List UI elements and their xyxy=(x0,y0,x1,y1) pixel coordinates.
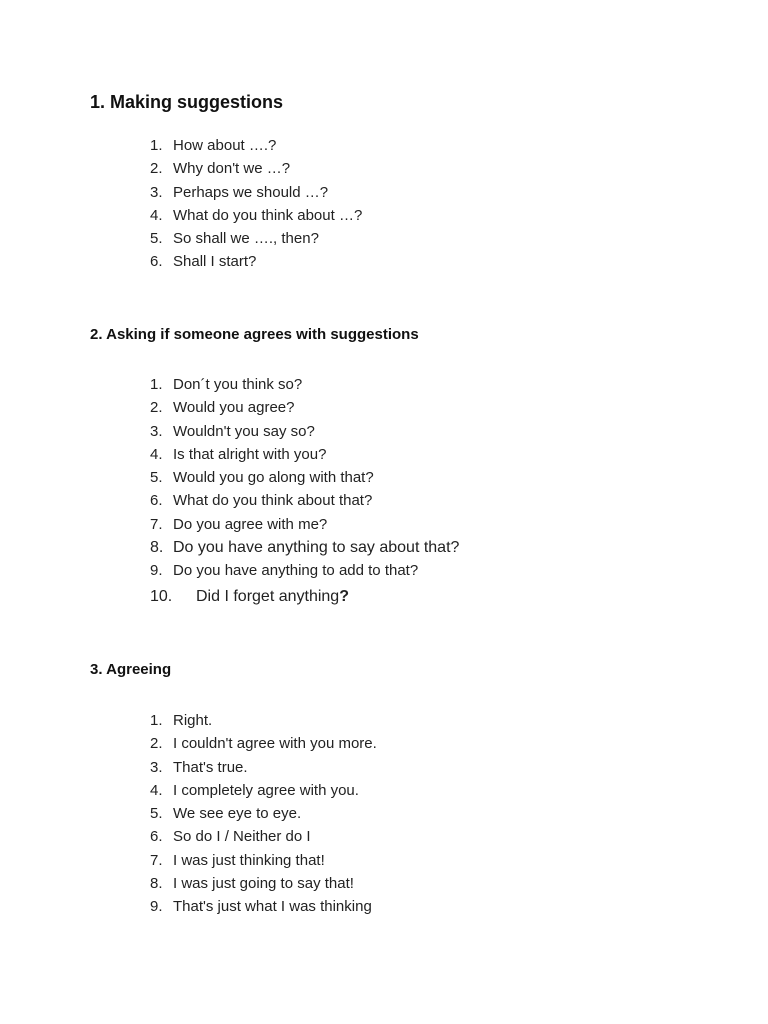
list-item xyxy=(150,420,459,443)
item-number: 9. xyxy=(150,898,163,916)
list-item xyxy=(150,227,362,250)
item-number: 4. xyxy=(150,206,163,224)
list-item xyxy=(150,181,362,204)
list-item xyxy=(150,872,377,895)
item-number: 3. xyxy=(150,422,163,440)
item-text: What do you think about …? xyxy=(173,206,363,224)
item-number: 4. xyxy=(150,445,163,463)
item-number: 9. xyxy=(150,562,163,580)
item-number: 7. xyxy=(150,851,163,869)
item-number: 5. xyxy=(150,469,163,487)
item-number: 5. xyxy=(150,805,163,823)
item-text: So do I / Neither do I xyxy=(173,828,311,846)
item-text: We see eye to eye. xyxy=(173,805,302,823)
list-item xyxy=(150,559,459,582)
item-number: 6. xyxy=(150,492,163,510)
asking-agreement-list xyxy=(150,373,459,610)
list-item xyxy=(150,373,459,396)
item-text: Did I forget anything xyxy=(196,587,340,605)
list-item xyxy=(150,583,459,610)
item-text: Shall I start? xyxy=(173,253,257,271)
item-number: 1. xyxy=(150,712,163,729)
list-item xyxy=(150,157,362,180)
list-item xyxy=(150,779,377,802)
item-number: 1. xyxy=(150,376,163,393)
item-number: 3. xyxy=(150,183,163,201)
item-text: Would you agree? xyxy=(173,399,295,417)
item-text: How about ….? xyxy=(173,137,277,154)
item-text: That's true. xyxy=(173,758,248,776)
item-text: That's just what I was thinking xyxy=(173,898,372,916)
item-number: 6. xyxy=(150,828,163,846)
list-item xyxy=(150,513,459,536)
list-item xyxy=(150,489,459,512)
item-number: 8. xyxy=(150,875,163,893)
item-number: 5. xyxy=(150,230,163,248)
list-item xyxy=(150,536,459,559)
list-item xyxy=(150,250,362,273)
section-heading-making-suggestions: 1. Making suggestions xyxy=(90,92,284,112)
item-number: 2. xyxy=(150,735,163,753)
item-text: I was just thinking that! xyxy=(173,851,325,869)
item-text: Is that alright with you? xyxy=(173,445,327,463)
item-number: 10. xyxy=(150,587,173,605)
making-suggestions-list xyxy=(150,134,362,274)
list-item xyxy=(150,396,459,419)
item-number: 1. xyxy=(150,137,163,154)
item-text: Don´t you think so? xyxy=(173,376,303,393)
item-text: I couldn't agree with you more. xyxy=(173,735,377,753)
list-item xyxy=(150,134,362,157)
item-text: Would you go along with that? xyxy=(173,469,374,487)
item-text: Right. xyxy=(173,712,213,729)
agreeing-list xyxy=(150,709,377,919)
item-text: Do you agree with me? xyxy=(173,515,328,533)
item-text: What do you think about that? xyxy=(173,492,373,510)
item-number: 4. xyxy=(150,781,163,799)
item-text: Why don't we …? xyxy=(173,160,291,178)
list-item xyxy=(150,466,459,489)
item-text: Perhaps we should …? xyxy=(173,183,329,201)
item-number: 7. xyxy=(150,515,163,533)
section-heading-asking-agreement: 2. Asking if someone agrees with suggestions xyxy=(90,326,419,343)
list-item xyxy=(150,709,377,732)
section-heading-agreeing: 3. Agreeing xyxy=(90,661,172,678)
item-number: 8. xyxy=(150,539,164,557)
item-text: Wouldn't you say so? xyxy=(173,422,315,440)
item-text: So shall we …., then? xyxy=(173,230,319,248)
list-item xyxy=(150,443,459,466)
item-text: Do you have anything to add to that? xyxy=(173,562,419,580)
item-number: 3. xyxy=(150,758,163,776)
list-item xyxy=(150,732,377,755)
list-item xyxy=(150,849,377,872)
item-text: Do you have anything to say about that? xyxy=(173,539,460,557)
item-text: I was just going to say that! xyxy=(173,875,354,893)
list-item xyxy=(150,204,362,227)
list-item xyxy=(150,756,377,779)
item-text-suffix: ? xyxy=(339,587,349,605)
item-number: 2. xyxy=(150,399,163,417)
item-text: I completely agree with you. xyxy=(173,781,359,799)
item-number: 2. xyxy=(150,160,163,178)
item-number: 6. xyxy=(150,253,163,271)
list-item xyxy=(150,895,377,918)
list-item xyxy=(150,802,377,825)
list-item xyxy=(150,825,377,848)
